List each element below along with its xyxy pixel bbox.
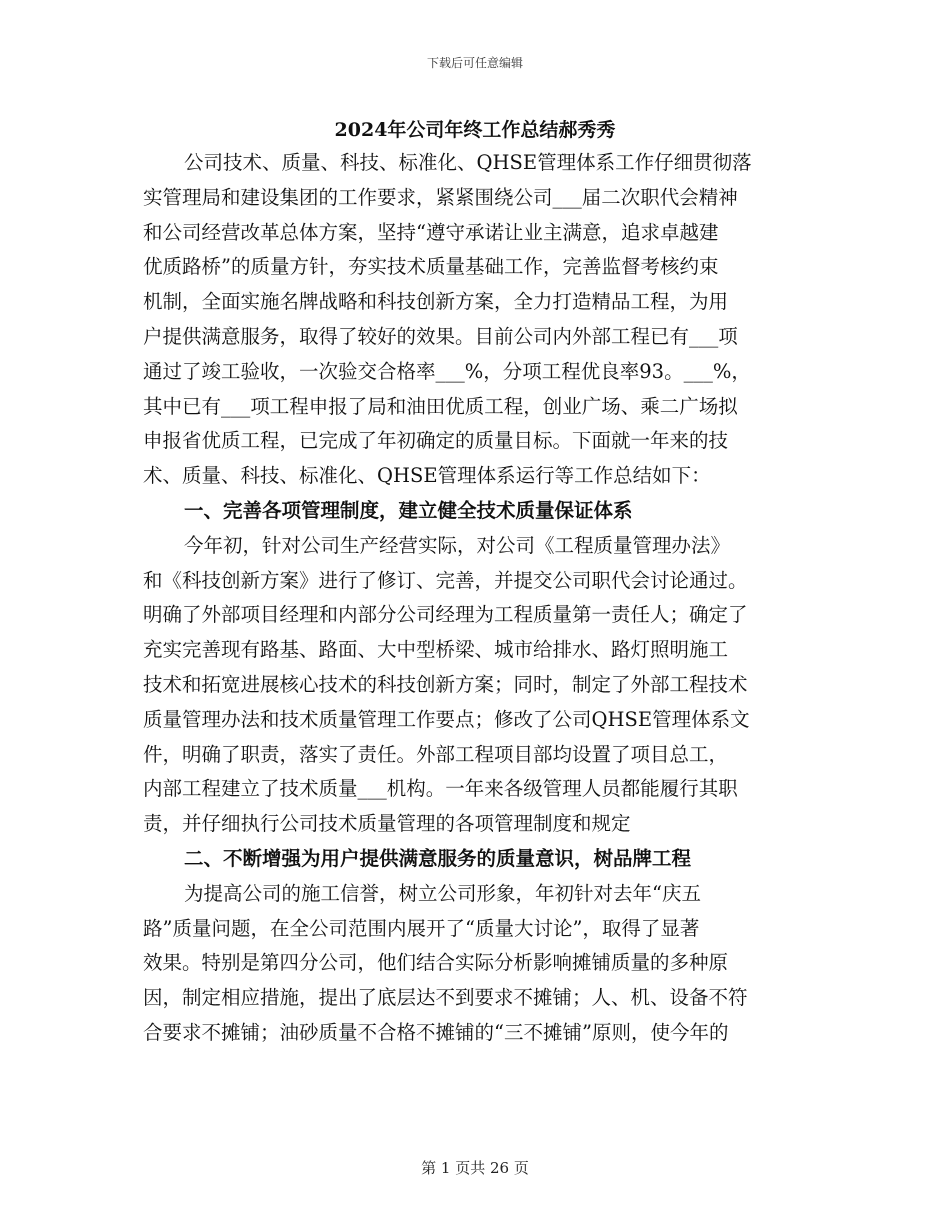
- paragraph-line: 实管理局和建设集团的工作要求，紧紧围绕公司___届二次职代会精神: [143, 185, 738, 209]
- section-heading-1: 一、完善各项管理制度，建立健全技术质量保证体系: [184, 498, 633, 522]
- page-number-footer: 第 1 页共 26 页: [421, 1159, 529, 1177]
- paragraph-line: 明确了外部项目经理和内部分公司经理为工程质量第一责任人；确定了: [143, 603, 748, 627]
- paragraph-line: 公司技术、质量、科技、标准化、QHSE管理体系工作仔细贯彻落: [184, 151, 752, 174]
- paragraph-line: 术、质量、科技、标准化、QHSE管理体系运行等工作总结如下：: [143, 464, 711, 488]
- paragraph-line: 通过了竣工验收，一次验交合格率___%，分项工程优良率93。___%，: [143, 359, 751, 383]
- paragraph-line: 户提供满意服务，取得了较好的效果。目前公司内外部工程已有___项: [143, 324, 738, 348]
- paragraph-line: 其中已有___项工程申报了局和油田优质工程，创业广场、乘二广场拟: [143, 394, 738, 418]
- paragraph-line: 内部工程建立了技术质量___机构。一年来各级管理人员都能履行其职: [143, 777, 738, 801]
- paragraph-line: 因，制定相应措施，提出了底层达不到要求不摊铺；人、机、设备不符: [143, 986, 748, 1010]
- paragraph-line: 申报省优质工程，已完成了年初确定的质量目标。下面就一年来的技: [143, 429, 729, 453]
- paragraph-line: 责，并仔细执行公司技术质量管理的各项管理制度和规定: [143, 812, 631, 836]
- header-note: 下载后可任意编辑: [426, 56, 523, 70]
- paragraph-line: 件，明确了职责，落实了责任。外部工程项目部均设置了项目总工，: [143, 742, 729, 766]
- document-title: 2024年公司年终工作总结郝秀秀: [334, 119, 616, 141]
- paragraph-line: 优质路桥”的质量方针，夯实技术质量基础工作，完善监督考核约束: [143, 255, 719, 279]
- paragraph-line: 为提高公司的施工信誉，树立公司形象，年初针对去年“庆五: [184, 881, 701, 905]
- paragraph-line: 和公司经营改革总体方案，坚持“遵守承诺让业主满意，追求卓越建: [143, 220, 719, 244]
- paragraph-line: 充实完善现有路基、路面、大中型桥梁、城市给排水、路灯照明施工: [143, 638, 729, 662]
- paragraph-line: 技术和拓宽进展核心技术的科技创新方案；同时，制定了外部工程技术: [143, 672, 748, 696]
- section-heading-2: 二、不断增强为用户提供满意服务的质量意识，树品牌工程: [184, 846, 692, 870]
- document-body: [143, 146, 807, 1051]
- paragraph-line: 机制，全面实施名牌战略和科技创新方案，全力打造精品工程，为用: [143, 290, 729, 314]
- paragraph-line: 质量管理办法和技术质量管理工作要点；修改了公司QHSE管理体系文: [143, 707, 750, 731]
- paragraph-line: 路”质量问题，在全公司范围内展开了“质量大讨论”，取得了显著: [143, 916, 700, 940]
- paragraph-line: 今年初，针对公司生产经营实际，对公司《工程质量管理办法》: [184, 533, 731, 557]
- paragraph-line: 效果。特别是第四分公司，他们结合实际分析影响摊铺质量的多种原: [143, 951, 729, 975]
- paragraph-line: 和《科技创新方案》进行了修订、完善，并提交公司职代会讨论通过。: [143, 568, 748, 592]
- paragraph-line: 合要求不摊铺；油砂质量不合格不摊铺的“三不摊铺”原则，使今年的: [143, 1020, 729, 1044]
